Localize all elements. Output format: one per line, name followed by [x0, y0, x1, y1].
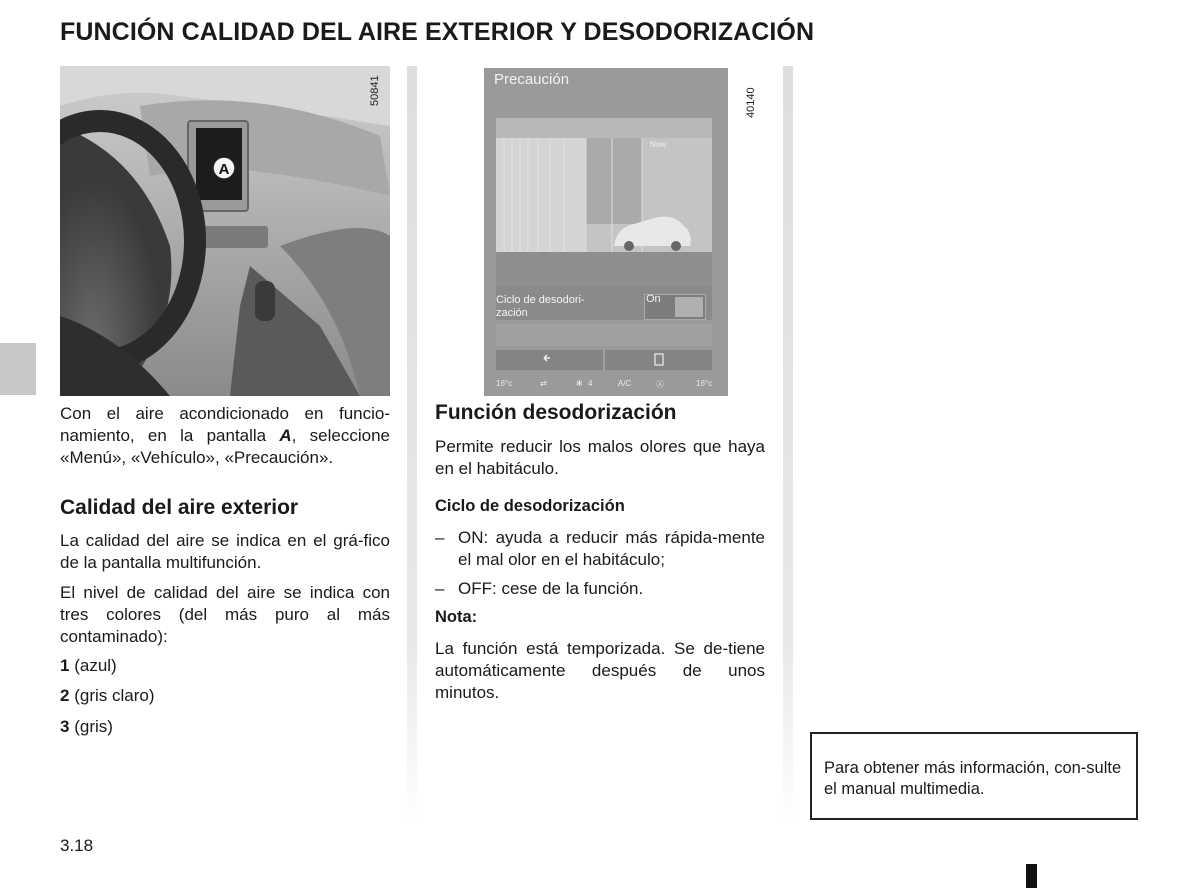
recirculation-icon: ⇄: [540, 379, 547, 388]
chapter-tab: [0, 343, 36, 395]
air-quality-graph: [484, 68, 728, 396]
ac-label: A/C: [618, 379, 632, 388]
climate-bottom-bar: [484, 372, 728, 396]
figure-code-2: 40140: [745, 87, 757, 118]
screen-marker-label: A: [218, 161, 230, 178]
temp-right: 16°c: [696, 379, 713, 388]
temp-left: 16°c: [496, 379, 513, 388]
subheading-deodorization-cycle: Ciclo de desodorización: [435, 497, 625, 515]
list-item-on: – ON: ayuda a reducir más rápida-mente el mal olor en el habitáculo;: [435, 528, 765, 569]
intro-paragraph: Con el aire acondicionado en funcio-namiento, en la pantalla A, seleccione «Menú», «Vehículo», «Precaución».: [60, 404, 390, 467]
figure-code: 50841: [369, 75, 381, 106]
section-heading-deodorization: Función desodorización: [435, 401, 677, 424]
car-interior-illustration: [60, 66, 390, 396]
column-divider-left: [407, 66, 417, 826]
level-item-2: 2 (gris claro): [60, 686, 155, 705]
air-quality-paragraph-2: El nivel de calidad del aire se indica con tres colores (del más puro al más contaminado):: [60, 583, 390, 646]
info-box: [810, 732, 1138, 820]
info-box-text: Para obtener más información, con-sulte el manual multimedia.: [824, 759, 1122, 798]
list-item-off: – OFF: cese de la función.: [435, 579, 644, 598]
air-quality-screen: [484, 68, 728, 396]
level-item-1: 1 (azul): [60, 656, 117, 675]
page-title: FUNCIÓN CALIDAD DEL AIRE EXTERIOR Y DESODORIZACIÓN: [60, 18, 815, 46]
note-label: Nota:: [435, 608, 478, 626]
screen-reference: A: [279, 426, 292, 445]
page-number: 3.18: [60, 836, 94, 855]
deodorization-paragraph: Permite reducir los malos olores que haya en el habitáculo.: [435, 437, 765, 478]
screen-title: Precaución: [494, 71, 570, 88]
now-label: Now: [650, 140, 667, 149]
fan-level: 4: [588, 379, 593, 388]
air-quality-paragraph-1: La calidad del aire se indica en el grá-fico de la pantalla multifunción.: [60, 531, 390, 572]
auto-icon: Ⓐ: [656, 380, 664, 389]
toggle-on-label: On: [646, 293, 661, 305]
section-heading-air-quality: Calidad del aire exterior: [60, 496, 299, 519]
corner-mark: [1026, 864, 1037, 888]
level-item-3: 3 (gris): [60, 717, 113, 736]
deodorization-cycle-label: Ciclo de desodori-zación: [496, 294, 585, 319]
note-paragraph: La función está temporizada. Se de-tiene automáticamente después de unos minutos.: [435, 639, 765, 702]
column-divider-right: [783, 66, 793, 826]
fan-icon: ✻: [576, 379, 583, 388]
